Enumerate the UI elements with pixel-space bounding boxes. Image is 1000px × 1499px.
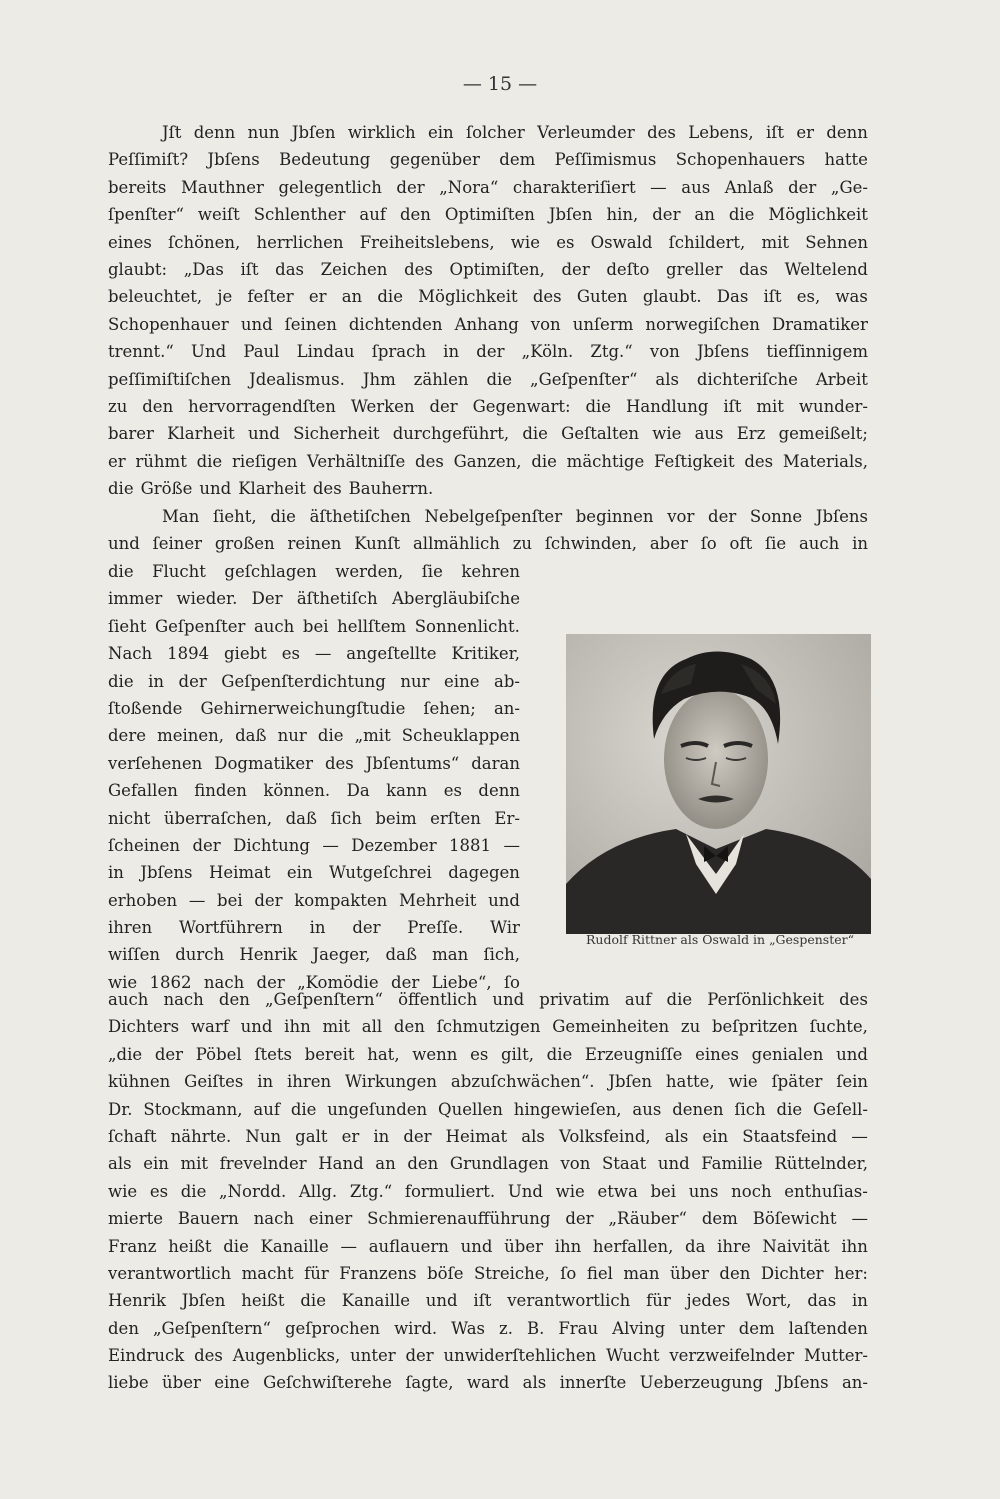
portrait-photo	[566, 634, 871, 934]
text-line: Eindruck des Augenblicks, unter der unwiderſtehlichen Wucht verzweifelnder Mutter-	[108, 1346, 868, 1366]
text-line: die Größe und Klarheit des Bauherrn.	[108, 479, 434, 499]
text-line: eines ſchönen, herrlichen Freiheitslebens, wie es Oswald ſchildert, mit Sehnen	[108, 232, 868, 252]
text-line: Franz heißt die Kanaille — auflauern und über ihn herfallen, da ihre Naivität ihn	[108, 1236, 868, 1256]
text-line: glaubt: „Das iſt das Zeichen des Optimiſten, der deſto greller das Weltelend	[108, 259, 868, 279]
figure-caption: Rudolf Rittner als Oswald in „Gespenster“	[585, 932, 854, 947]
text-line: kühnen Geiſtes in ihren Wirkungen abzuſchwächen“. Jbſen hatte, wie ſpäter ſein	[108, 1072, 868, 1092]
text-line: trennt.“ Und Paul Lindau ſprach in der „Köln. Ztg.“ von Jbſens tiefſinnigem	[108, 342, 868, 362]
text-line: erhoben — bei der kompakten Mehrheit und	[108, 890, 520, 910]
text-line: zu den hervorragendſten Werken der Gegenwart: die Handlung iſt mit wunder-	[108, 396, 868, 416]
text-line: „die der Pöbel ſtets bereit hat, wenn es gilt, die Erzeugniſſe eines genialen und	[108, 1044, 868, 1064]
text-line: verantwortlich macht für Franzens böſe Streiche, ſo fiel man über den Dichter her:	[108, 1263, 868, 1283]
paragraph-2-full-width	[108, 503, 868, 558]
paragraph-2-beside-figure	[108, 558, 520, 996]
text-line: und ſeiner großen reinen Kunſt allmählich zu ſchwinden, aber ſo oft ſie auch in	[108, 534, 868, 554]
text-line: als ein mit frevelnder Hand an den Grundlagen von Staat und Familie Rüttelnder,	[108, 1154, 868, 1174]
text-line: den „Geſpenſtern“ geſprochen wird. Was z. B. Frau Alving unter dem laſtenden	[108, 1318, 868, 1338]
text-line: liebe über eine Geſchwiſterehe ſagte, ward als innerſte Ueberzeugung Jbſens an-	[108, 1373, 868, 1393]
text-line: bereits Mauthner gelegentlich der „Nora“ charakteriſiert — aus Anlaß der „Ge-	[108, 177, 868, 197]
text-line: die Flucht geſchlagen werden, ſie kehren	[108, 562, 520, 581]
text-line: barer Klarheit und Sicherheit durchgeführt, die Geſtalten wie aus Erz gemeißelt;	[108, 424, 868, 444]
text-line: ſtoßende Gehirnerweichungſtudie ſehen; an-	[108, 698, 520, 718]
text-line: Gefallen finden können. Da kann es denn	[108, 781, 520, 801]
text-line: nicht überraſchen, daß ſich beim erſten Er-	[108, 808, 520, 828]
text-line: immer wieder. Der äſthetiſch Abergläubiſche	[108, 589, 520, 609]
text-line: Nach 1894 giebt es — angeſtellte Kritiker,	[108, 644, 520, 664]
text-line: mierte Bauern nach einer Schmierenaufführung der „Räuber“ dem Böſewicht —	[108, 1209, 868, 1229]
text-line: er rühmt die rieſigen Verhältniſſe des Ganzen, die mächtige Feſtigkeit des Materials,	[108, 451, 868, 471]
page-number: — 15 —	[462, 73, 538, 95]
text-line: peſſimiſtiſchen Jdealismus. Jhm zählen die „Geſpenſter“ als dichteriſche Arbeit	[108, 369, 868, 389]
paragraph-2-continued	[108, 986, 868, 1397]
paragraph-1	[108, 119, 868, 502]
portrait-figure	[566, 634, 871, 934]
text-line: beleuchtet, je feſter er an die Möglichkeit des Guten glaubt. Das iſt es, was	[108, 287, 868, 307]
text-line: auch nach den „Geſpenſtern“ öffentlich und privatim auf die Perſönlichkeit des	[108, 990, 868, 1009]
text-line: wie 1862 nach der „Komödie der Liebe“, ſo	[108, 972, 520, 992]
text-line: in Jbſens Heimat ein Wutgeſchrei dagegen	[108, 863, 520, 883]
text-line: Henrik Jbſen heißt die Kanaille und iſt verantwortlich für jedes Wort, das in	[108, 1291, 868, 1311]
text-line: ſcheinen der Dichtung — Dezember 1881 —	[108, 835, 520, 855]
text-line: Schopenhauer und ſeinen dichtenden Anhang von unſerm norwegiſchen Dramatiker	[108, 314, 868, 334]
text-line: Man ſieht, die äſthetiſchen Nebelgeſpenſter beginnen vor der Sonne Jbſens	[162, 507, 868, 526]
text-line: ſieht Geſpenſter auch bei hellſtem Sonnenlicht.	[108, 616, 520, 636]
text-line: Dr. Stockmann, auf die ungeſunden Quellen hingewieſen, aus denen ſich die Geſell-	[108, 1099, 868, 1119]
text-line: Peſſimiſt? Jbſens Bedeutung gegenüber dem Peſſimismus Schopenhauers hatte	[108, 150, 868, 170]
text-line: verſehenen Dogmatiker des Jbſentums“ daran	[108, 753, 520, 773]
text-line: wie es die „Nordd. Allg. Ztg.“ formuliert. Und wie etwa bei uns noch enthuſias-	[108, 1181, 868, 1201]
text-line: die in der Geſpenſterdichtung nur eine ab-	[108, 671, 520, 691]
text-line: ſchaft nährte. Nun galt er in der Heimat als Volksfeind, als ein Staatsfeind —	[108, 1126, 868, 1146]
text-line: Jſt denn nun Jbſen wirklich ein ſolcher Verleumder des Lebens, iſt er denn	[162, 123, 868, 142]
text-line: Dichters warf und ihn mit all den ſchmutzigen Gemeinheiten zu beſpritzen ſuchte,	[108, 1017, 868, 1037]
text-line: ihren Wortführern in der Preſſe. Wir	[108, 918, 520, 938]
text-line: ſpenſter“ weiſt Schlenther auf den Optimiſten Jbſen hin, der an die Möglichkeit	[108, 205, 868, 225]
text-line: dere meinen, daß nur die „mit Scheuklappen	[108, 726, 520, 746]
text-line: wiſſen durch Henrik Jaeger, daß man ſich,	[108, 945, 520, 965]
